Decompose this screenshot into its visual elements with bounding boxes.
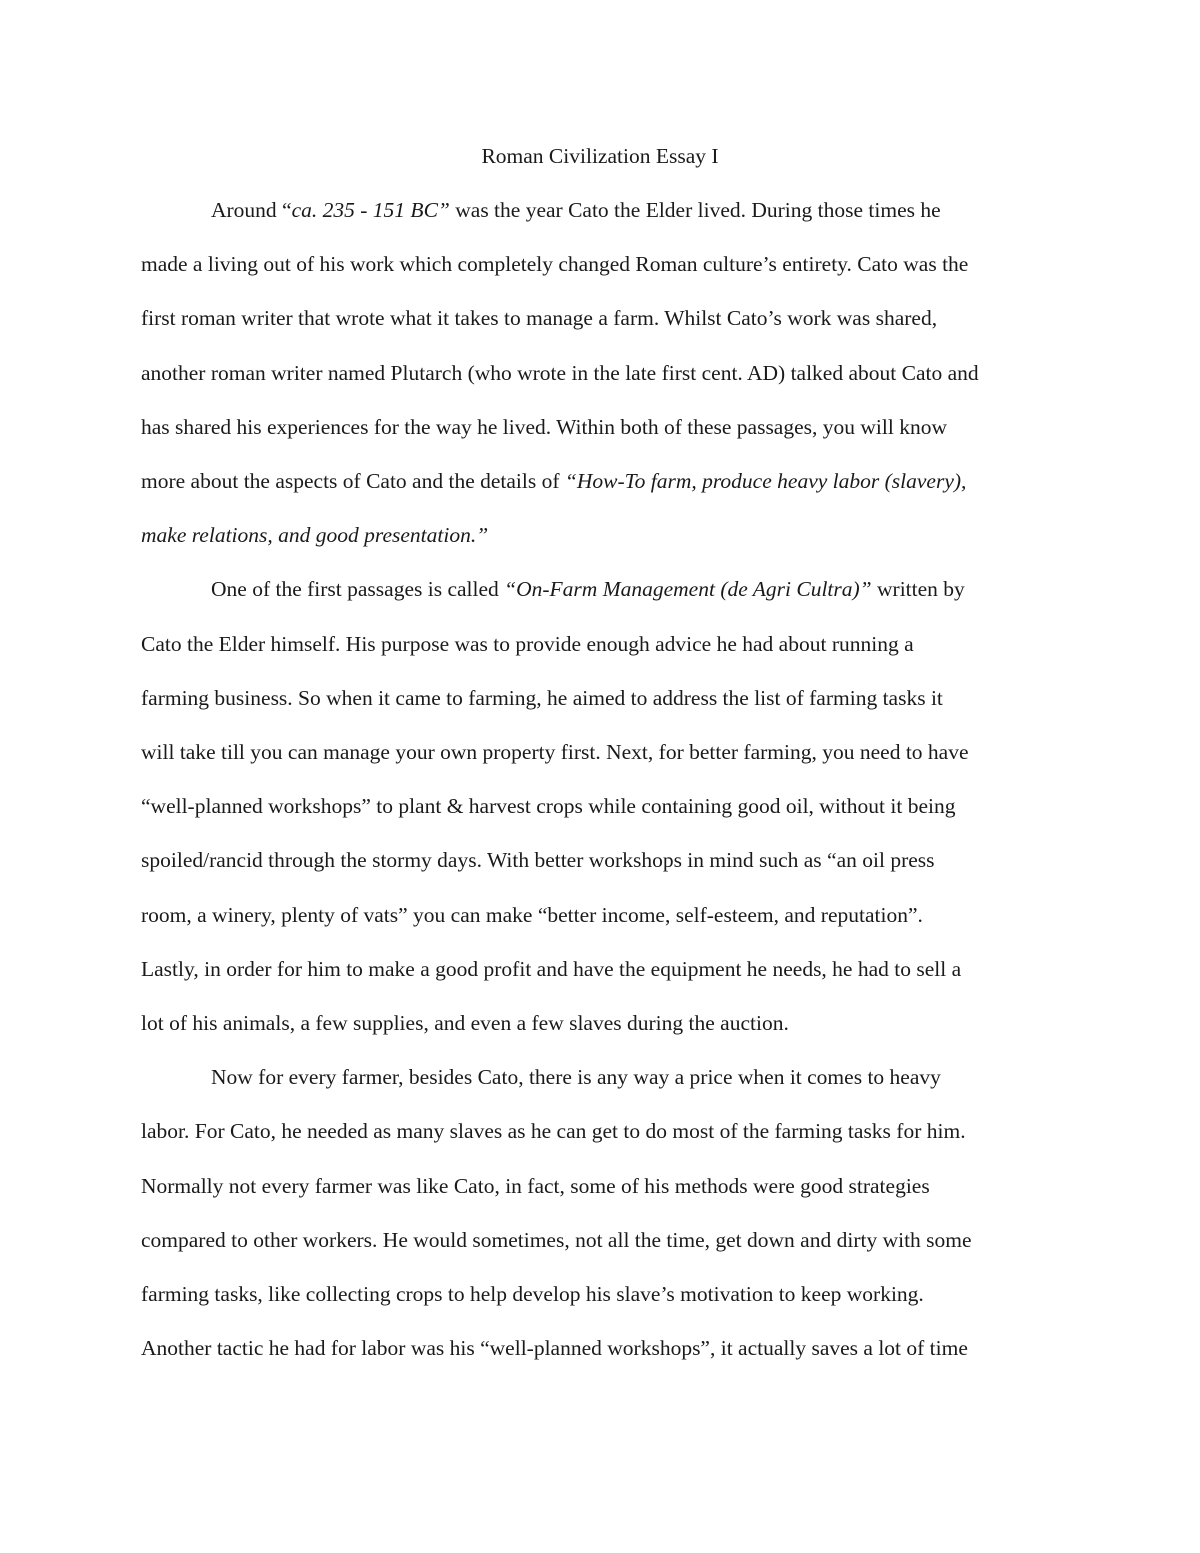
text-line — [141, 953, 1066, 985]
text-run: Another tactic he had for labor was his “well-planned workshops”, it actually saves a lot of time — [141, 1336, 968, 1361]
text-line — [141, 790, 1066, 822]
text-run: One of the first passages is called — [211, 577, 505, 602]
text-line — [141, 844, 1066, 876]
italic-text: “On-Farm Management (de Agri Cultra)” — [504, 577, 872, 602]
text-run: spoiled/rancid through the stormy days. With better workshops in mind such as “an oil press — [141, 848, 935, 873]
text-line — [141, 411, 1066, 443]
text-run: compared to other workers. He would sometimes, not all the time, get down and dirty with some — [141, 1227, 972, 1252]
text-line — [141, 682, 1066, 714]
text-run: Cato the Elder himself. His purpose was to provide enough advice he had about running a — [141, 631, 914, 656]
text-line — [141, 1007, 1066, 1039]
text-run: will take till you can manage your own property first. Next, for better farming, you need to have — [141, 740, 969, 764]
text-line — [141, 628, 1066, 660]
text-run: lot of his animals, a few supplies, and even a few slaves during the auction. — [141, 1011, 789, 1035]
text-line — [141, 1115, 1066, 1147]
text-run: Lastly, in order for him to make a good profit and have the equipment he needs, he had to sell a — [141, 956, 962, 981]
text-line — [141, 519, 1066, 551]
text-run: has shared his experiences for the way he lived. Within both of these passages, you will know — [141, 414, 947, 439]
text-run: Around “ — [211, 198, 292, 222]
text-run: room, a winery, plenty of vats” you can make “better income, self-esteem, and reputation”. — [141, 902, 923, 927]
text-run: written by — [871, 577, 965, 602]
text-line — [141, 465, 1066, 497]
text-run: Now for every farmer, besides Cato, there is any way a price when it comes to heavy — [211, 1065, 941, 1090]
text-line — [141, 302, 1066, 334]
text-line — [141, 1278, 1066, 1310]
text-line — [141, 248, 1066, 280]
text-line — [141, 1170, 1066, 1202]
text-run: Normally not every farmer was like Cato, in fact, some of his methods were good strategies — [141, 1173, 930, 1198]
text-run: farming business. So when it came to farming, he aimed to address the list of farming tasks it — [141, 685, 943, 710]
text-line — [141, 899, 1066, 931]
text-run: farming tasks, like collecting crops to help develop his slave’s motivation to keep working. — [141, 1282, 924, 1306]
text-line — [141, 1224, 1066, 1256]
text-run: first roman writer that wrote what it takes to manage a farm. Whilst Cato’s work was shared, — [141, 306, 938, 331]
text-line — [211, 1061, 1066, 1093]
text-line — [141, 736, 1066, 768]
text-line — [211, 573, 1066, 605]
text-run: labor. For Cato, he needed as many slaves as he can get to do most of the farming tasks for him. — [141, 1119, 966, 1144]
text-run: another roman writer named Plutarch (who wrote in the late first cent. AD) talked about Cato and — [141, 360, 979, 385]
text-line — [141, 357, 1066, 389]
text-line — [141, 1332, 1066, 1364]
text-line — [211, 194, 1066, 226]
essay-title: Roman Civilization Essay I — [481, 144, 719, 168]
text-run: made a living out of his work which completely changed Roman culture’s entirety. Cato was the — [141, 252, 969, 277]
text-run: “well-planned workshops” to plant & harvest crops while containing good oil, without it being — [141, 794, 956, 819]
italic-text: make relations, and good presentation.” — [141, 523, 489, 548]
italic-text: “How-To farm, produce heavy labor (slavery), — [564, 469, 967, 493]
text-run: was the year Cato the Elder lived. During those times he — [449, 198, 941, 222]
italic-text: ca. 235 - 151 BC” — [291, 198, 450, 222]
text-run: more about the aspects of Cato and the details of — [141, 469, 565, 493]
